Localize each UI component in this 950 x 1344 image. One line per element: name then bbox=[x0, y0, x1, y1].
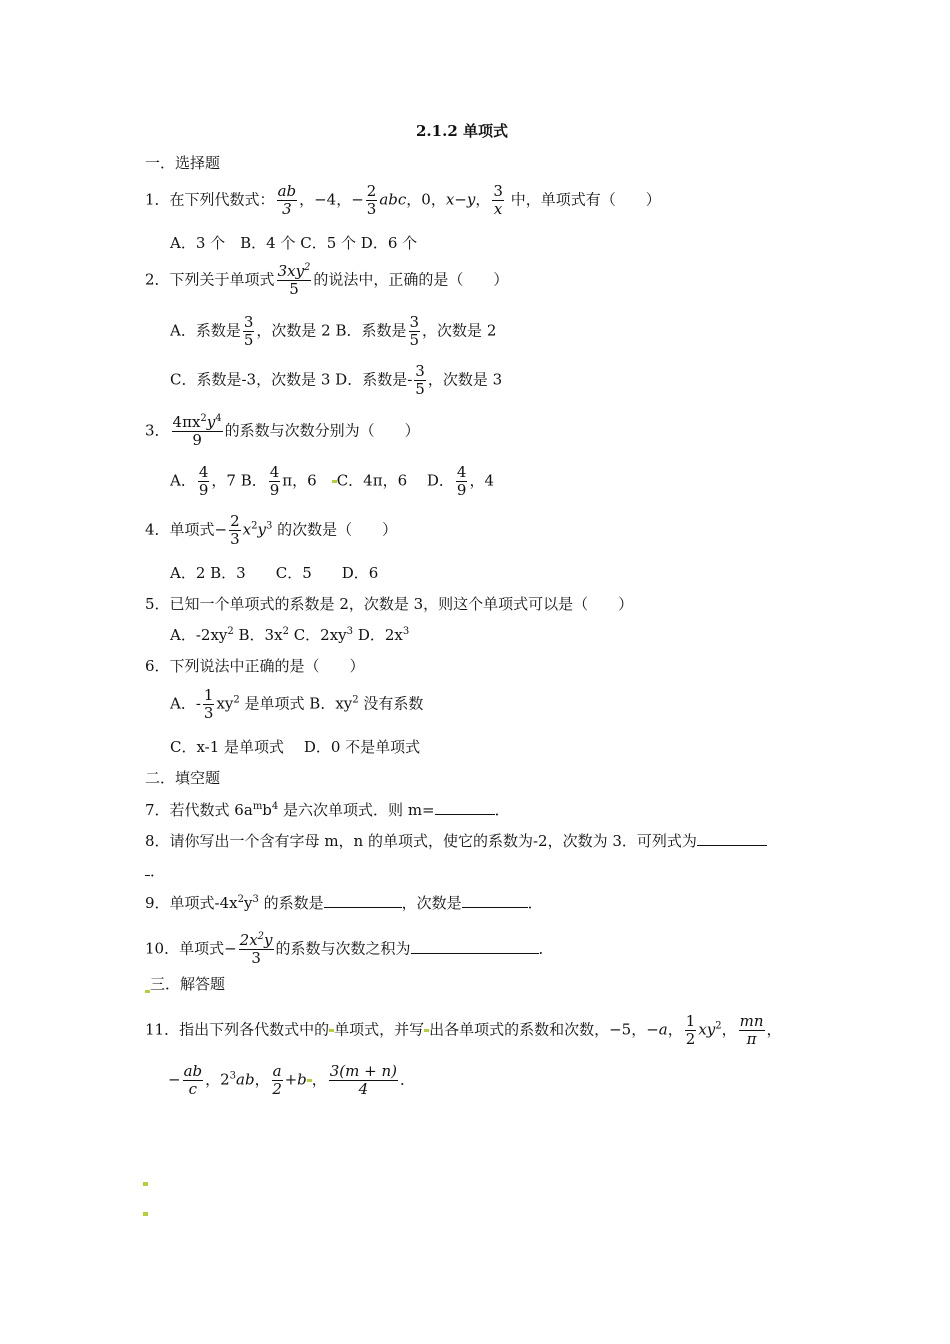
question-3-options: A． $\frac{4}{9}$ ，7 B． $\frac{4}{9}$ π，6 C．4π，6 D． $\frac{4}{9}$ ，4 bbox=[170, 463, 494, 499]
question-7: 7．若代数式 $6a^mb^4$ 是六次单项式．则 m= ． bbox=[145, 801, 510, 819]
highlight-marker bbox=[143, 1212, 148, 1216]
question-6-options-cd: C．x-1 是单项式 D．0 不是单项式 bbox=[170, 738, 421, 756]
answer-blank[interactable] bbox=[697, 831, 767, 846]
fraction: $\frac{1}{3}$ bbox=[203, 686, 214, 722]
fraction: $\frac{3}{5}$ bbox=[415, 362, 425, 398]
question-9: 9．单项式$-4x^2y^3$ 的系数是 ，次数是 ． bbox=[145, 894, 543, 912]
fraction: $\frac{4}{9}$ bbox=[269, 463, 280, 499]
question-text: 下列关于单项式 bbox=[169, 270, 275, 289]
fraction: $\frac{2}{3}$ bbox=[230, 512, 240, 548]
text-run: 的系数与次数分别为（ ） bbox=[224, 421, 420, 440]
answer-blank[interactable] bbox=[411, 939, 539, 954]
fraction: $\frac{mn}{\pi}$ bbox=[739, 1012, 764, 1048]
question-5: 5．已知一个单项式的系数是 2，次数是 3，则这个单项式可以是（ ） bbox=[145, 595, 634, 613]
question-11-cont: − $\frac{ab}{c}$ ，$2^3ab$， $\frac{a}{2}$ +b ， $\frac{3(m + n)}{4}$ ． bbox=[168, 1062, 416, 1098]
question-8: 8．请你写出一个含有字母 m，n 的单项式，使它的系数为-2，次数为 3．可列式为 bbox=[145, 831, 767, 851]
text-run: 中，单项式有（ ） bbox=[505, 190, 661, 209]
answer-blank[interactable] bbox=[435, 800, 495, 815]
question-11: 11．指出下列各代数式中的 单项式，并写 出各单项式的系数和次数，−5，−a， $\frac{1}{2}$ $xy^2$， $\frac{mn}{\pi}$ ， bbox=[145, 1012, 782, 1048]
question-2-options-ab: A．系数是 $\frac{3}{5}$ ，次数是 2 B．系数是 $\frac{3}{5}$ ，次数是 2 bbox=[170, 313, 497, 349]
question-number: 1． bbox=[145, 190, 170, 209]
question-number: 2． bbox=[145, 270, 170, 289]
text-run: ，−4，− bbox=[299, 190, 364, 209]
fraction: $\frac{3}{5}$ bbox=[409, 313, 420, 349]
text-run: 的说法中，正确的是（ ） bbox=[313, 270, 509, 289]
section-heading-choice: 一．选择题 bbox=[145, 154, 221, 172]
question-4-options: A．2 B．3 C．5 D．6 bbox=[170, 564, 379, 582]
fraction: $\frac{3}{x}$ bbox=[493, 182, 503, 218]
text-run: x−y bbox=[445, 190, 476, 209]
answer-blank[interactable] bbox=[324, 893, 402, 908]
page-title: 2.1.2 单项式 bbox=[416, 122, 508, 140]
question-text: 单项式− bbox=[169, 520, 228, 539]
question-5-options: A．$-2xy^2$ B．$3x^2$ C．$2xy^3$ D．$2x^3$ bbox=[170, 626, 410, 644]
text-run: 的次数是（ ） bbox=[272, 520, 398, 539]
question-1-options: A．3 个 B．4 个 C．5 个 D．6 个 bbox=[170, 234, 418, 252]
fraction: $\frac{1}{2}$ bbox=[685, 1012, 696, 1048]
fraction: $\frac{2x^2y}{3}$ bbox=[239, 931, 273, 967]
text-run: ， bbox=[475, 190, 491, 209]
question-6-options-ab: A．- $\frac{1}{3}$ $xy^2$ 是单项式 B．$xy^2$ 没有系数 bbox=[170, 686, 424, 722]
question-2 bbox=[145, 264, 508, 297]
question-4: 4．单项式− $\frac{2}{3}$ $x^2y^3$ 的次数是（ ） bbox=[145, 512, 398, 548]
fraction: $\frac{3}{5}$ bbox=[243, 313, 254, 349]
fraction: $\frac{4}{9}$ bbox=[456, 463, 467, 499]
section-heading-fill: 二．填空题 bbox=[145, 769, 221, 787]
question-10: 10．单项式− $\frac{2x^2y}{3}$ 的系数与次数之积为 ． bbox=[145, 931, 554, 967]
fraction: $\frac{4}{9}$ bbox=[198, 463, 209, 499]
fraction: $\frac{4\pi x^2y^4}{9}$ bbox=[172, 413, 222, 449]
question-number: 4． bbox=[145, 520, 170, 539]
question-1 bbox=[145, 184, 661, 217]
text-run: ，0， bbox=[406, 190, 446, 209]
section-heading-solve: 三．解答题 bbox=[145, 974, 225, 994]
fraction: $\frac{3(m + n)}{4}$ bbox=[329, 1062, 398, 1098]
fraction: $\frac{2}{3}$ bbox=[366, 182, 377, 218]
answer-blank[interactable] bbox=[462, 893, 528, 908]
fraction: $\frac{ab}{3}$ bbox=[277, 182, 297, 218]
question-2-options-cd: C．系数是-3，次数是 3 D．系数是- $\frac{3}{5}$ ，次数是 3 bbox=[170, 362, 503, 398]
question-text: 在下列代数式： bbox=[169, 190, 275, 209]
fraction: $\frac{a}{2}$ bbox=[272, 1062, 282, 1098]
fraction: $\frac{ab}{c}$ bbox=[183, 1062, 203, 1098]
fraction: $\frac{3xy^2}{5}$ bbox=[277, 262, 311, 298]
question-8-cont: ． bbox=[145, 861, 165, 881]
question-3 bbox=[145, 415, 420, 448]
question-number: 3． bbox=[145, 421, 170, 440]
question-6: 6．下列说法中正确的是（ ） bbox=[145, 657, 365, 675]
highlight-marker bbox=[143, 1182, 148, 1186]
text-run: abc bbox=[379, 190, 407, 209]
